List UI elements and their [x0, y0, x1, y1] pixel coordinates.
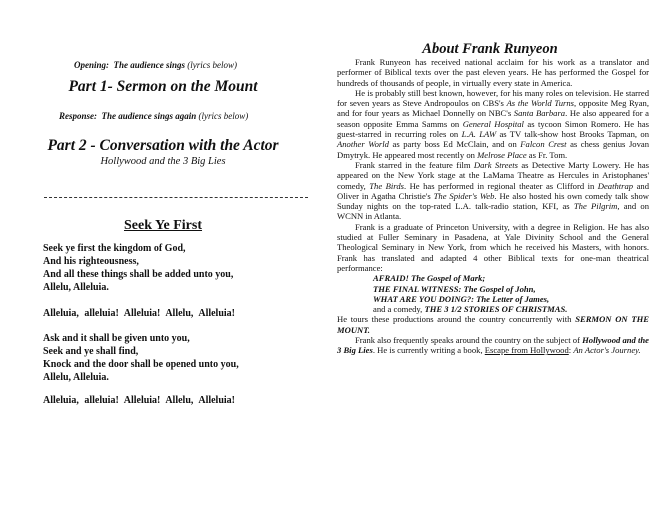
lyric-line: Allelu, Alleluia. — [43, 282, 109, 293]
bio-page — [327, 0, 653, 505]
lyric-line: And all these things shall be added unto you, — [43, 269, 234, 280]
opening-label: Opening: — [74, 60, 110, 70]
work-title: AFRAID! The Gospel of Mark; — [373, 273, 486, 284]
bio-paragraph-4: Frank is a graduate of Princeton University, with a degree in Religion. He has also studied at Fuller Seminary in Pasadena, at Yale Divinity School and the General Theological Seminary in New York, from which he received his Masters, with honors. Frank has translated and adapted 4 other Biblical texts for one-man theatrical performance: — [337, 221, 649, 273]
work-title: WHAT ARE YOU DOING?: The Letter of James, — [373, 293, 550, 304]
verse-1 — [43, 242, 233, 294]
bio-paragraph-5: He tours these productions around the country concurrently with SERMON ON THE MOUNT. — [337, 314, 649, 335]
song-title: Seek Ye First — [123, 218, 203, 233]
chorus-1: Alleluia, alleluia! Alleluia! Allelu, Alleluia! — [43, 308, 236, 319]
bio-paragraph-3: Frank starred in the feature film Dark Streets as Detective Marty Lowery. He has appeared on the New York stage at the LaMama Theatre as Hercules in Aristophanes' comedy, The Birds. He has performed in regional theater as Clifford in Deathtrap and Oliver in Agatha Christie's The Spider's Web. He also hosted his own comedy talk show Sunday nights on the top-rated L.A. talk-radio station, KFI, as The Pilgrim, and on WCNN in Atlanta. — [337, 159, 650, 222]
response-text: The audience sings again — [101, 111, 197, 121]
lyric-line: Allelu, Alleluia. — [43, 372, 109, 383]
bio-paragraph-1: Frank Runyeon has received national acclaim for his work as a translator and performer of Biblical texts over the past eleven years. He has performed the Gospel for hundreds of thousands of people, in virtually every state in America. — [337, 57, 649, 88]
bio-paragraph-2: He is probably still best known, however, for his many roles on television. He starred for seven years as Steve Andropoulos on CBS's As the World Turns, opposite Meg Ryan, and for four years as Michael Donnelly on NBC's Santa Barbara. He also appeared for a season opposite Emma Samms on General Hospital as tycoon Simon Romero. He has guest-starred in recurring roles on L.A. LAW as TV talk-show host Brooks Tapman, on Another World as party boss Ed McClain, and on Falcon Crest as chess genius Jovan Dmytryk. He appeared most recently on Melrose Place as Fr. Tom. — [337, 87, 650, 160]
response-label: Response: — [59, 111, 97, 121]
response-note: (lyrics below) — [198, 111, 249, 121]
lyric-line: Knock and the door shall be opened unto you, — [43, 359, 239, 370]
part1-heading: Part 1- Sermon on the Mount — [68, 78, 258, 95]
about-title: About Frank Runyeon — [422, 41, 558, 57]
program-page — [0, 0, 326, 505]
bio-text — [337, 57, 649, 356]
bio-paragraph-6: Frank also frequently speaks around the country on the subject of Hollywood and the 3 Big Lies. He is currently writing a book, Escape from Hollywood: An Actor's Journey. — [337, 335, 649, 356]
chorus-2: Alleluia, alleluia! Alleluia! Allelu, Alleluia! — [43, 395, 236, 406]
opening-line — [74, 60, 237, 70]
lyric-line: Ask and it shall be given unto you, — [43, 333, 190, 344]
lyric-line: And his righteousness, — [43, 256, 139, 267]
lyric-line: Seek and ye shall find, — [43, 346, 139, 357]
dashed-divider — [44, 197, 308, 198]
part2-subtitle: Hollywood and the 3 Big Lies — [100, 156, 226, 167]
opening-text: The audience sings — [113, 60, 186, 70]
response-line — [59, 111, 248, 121]
lyric-line: Seek ye first the kingdom of God, — [43, 243, 186, 254]
verse-2 — [43, 332, 239, 384]
part2-heading: Part 2 - Conversation with the Actor — [47, 137, 279, 154]
work-title: THE FINAL WITNESS: The Gospel of John, — [373, 283, 536, 294]
opening-note: (lyrics below) — [187, 60, 238, 70]
comedy-line: and a comedy, THE 3 1/2 STORIES OF CHRISTMAS. — [373, 304, 568, 315]
